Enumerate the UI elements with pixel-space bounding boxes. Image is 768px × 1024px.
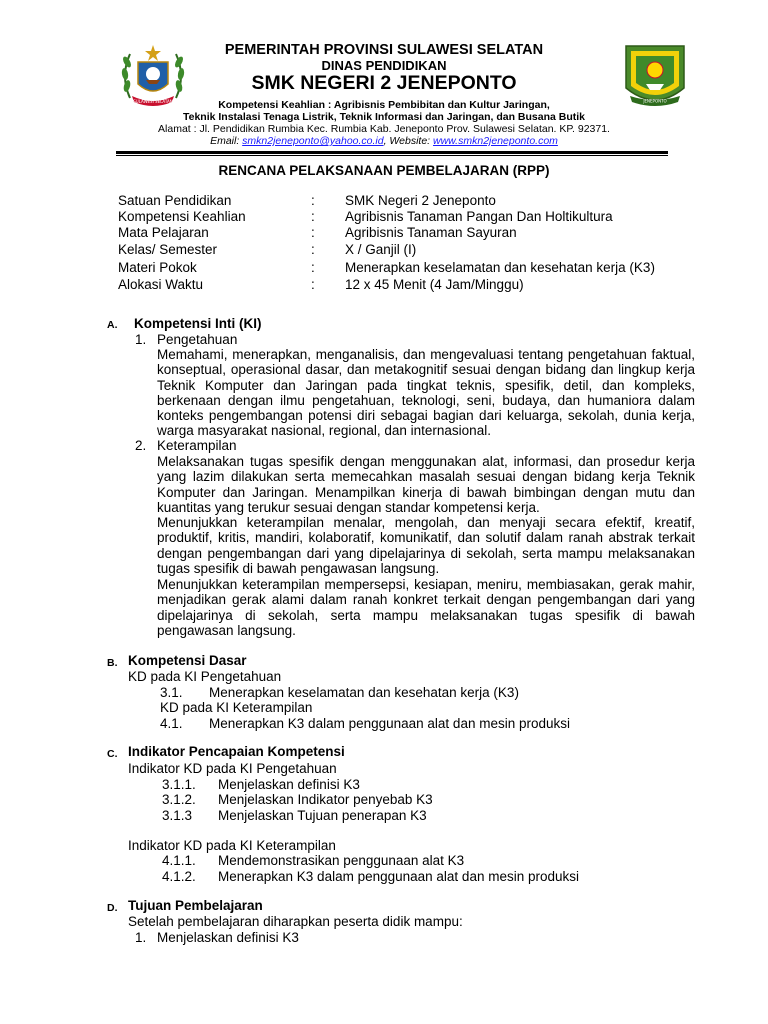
indicator-text: Mendemonstrasikan penggunaan alat K3 (218, 853, 465, 868)
identity-value: Agribisnis Tanaman Sayuran (345, 225, 517, 240)
identity-colon: : (311, 260, 315, 275)
list-item-title: Pengetahuan (157, 332, 238, 347)
document-title: RENCANA PELAKSANAAN PEMBELAJARAN (RPP) (218, 163, 550, 178)
indicator-number: 4.1.2. (162, 869, 196, 884)
identity-label: Mata Pelajaran (118, 225, 209, 240)
identity-colon: : (311, 225, 315, 240)
kd-number: 3.1. (160, 685, 183, 700)
indicator-group-label: Indikator KD pada KI Pengetahuan (128, 761, 337, 776)
government-name: PEMERINTAH PROVINSI SULAWESI SELATAN (224, 42, 544, 58)
section-title: Kompetensi Inti (KI) (134, 316, 262, 331)
kd-text: Menerapkan keselamatan dan kesehatan kerja (K3) (209, 685, 519, 700)
identity-value: 12 x 45 Menit (4 Jam/Minggu) (345, 277, 524, 292)
kd-label: KD pada KI Keterampilan (160, 700, 313, 715)
paragraph: Menunjukkan keterampilan menalar, mengolah, dan menyaji secara efektif, kreatif, produktif, kritis, mandiri, kolaboratif, komunikatif, dan solutif dalam ranah abstrak terkait dengan pengembangan dari yang dipelajarinya di sekolah, serta mampu melaksanakan tugas spesifik di bawah pengawasan langsung. (157, 515, 695, 576)
paragraph: Menunjukkan keterampilan mempersepsi, kesiapan, meniru, membiasakan, gerak mahir, menjadikan gerak alami dalam ranah konkret terkait dengan pengembangan dari yang dipelajarinya di sekolah, serta mampu melaksanakan tugas spesifik di bawah pengawasan langsung. (157, 577, 695, 638)
right-logo-ribbon-text: JENEPONTO (643, 98, 667, 104)
list-number: 1. (135, 332, 147, 347)
indicator-number: 3.1.1. (162, 777, 196, 792)
section-letter: C. (107, 748, 118, 760)
section-letter: D. (107, 902, 118, 914)
identity-colon: : (311, 277, 315, 292)
school-address: Alamat : Jl. Pendidikan Rumbia Kec. Rumbia Kab. Jeneponto Prov. Sulawesi Selatan. KP. 92371. (158, 123, 610, 135)
section-title: Kompetensi Dasar (128, 653, 247, 668)
indicator-text: Menjelaskan Indikator penyebab K3 (218, 792, 433, 807)
identity-label: Satuan Pendidikan (118, 193, 232, 208)
indicator-number: 4.1.1. (162, 853, 196, 868)
identity-colon: : (311, 193, 315, 208)
school-name: SMK NEGERI 2 JENEPONTO (251, 72, 517, 94)
competency-line-1: Kompetensi Keahlian : Agribisnis Pembibitan dan Kultur Jaringan, (218, 99, 550, 111)
header-divider-thin (116, 155, 668, 156)
competency-line-2: Teknik Instalasi Tenaga Listrik, Teknik Informasi dan Jaringan, dan Busana Butik (182, 111, 586, 123)
indicator-number: 3.1.3 (162, 808, 193, 823)
identity-colon: : (311, 209, 315, 224)
section-letter: B. (107, 657, 118, 669)
list-item-title: Keterampilan (157, 438, 237, 453)
objective-intro: Setelah pembelajaran diharapkan peserta didik mampu: (128, 914, 463, 929)
contact-line (0, 135, 768, 147)
kd-label: KD pada KI Pengetahuan (128, 669, 282, 684)
identity-colon: : (311, 242, 315, 257)
indicator-text: Menjelaskan definisi K3 (218, 777, 360, 792)
indicator-group-label: Indikator KD pada KI Keterampilan (128, 838, 336, 853)
identity-value: SMK Negeri 2 Jeneponto (345, 193, 496, 208)
indicator-text: Menjelaskan Tujuan penerapan K3 (218, 808, 427, 823)
kd-number: 4.1. (160, 716, 183, 731)
email-link[interactable]: smkn2jeneponto@yahoo.co.id (242, 135, 384, 147)
paragraph: Memahami, menerapkan, menganalisis, dan mengevaluasi tentang pengetahuan faktual, konseptual, operasional dasar, dan metakognitif sesuai dengan bidang dan lingkup kerja Teknik Komputer dan Jaringan pada tingkat teknis, spesifik, detil, dan kompleks, berkenaan dengan ilmu pengetahuan, teknologi, seni, budaya, dan humaniora dalam konteks pengembangan potensi diri sebagai bagian dari keluarga, sekolah, dunia kerja, warga masyarakat nasional, regional, dan internasional. (157, 347, 695, 439)
identity-label: Alokasi Waktu (118, 277, 204, 292)
objective-text: Menjelaskan definisi K3 (157, 930, 299, 945)
section-title: Tujuan Pembelajaran (128, 898, 263, 913)
identity-label: Kelas/ Semester (118, 242, 218, 257)
paragraph: Melaksanakan tugas spesifik dengan menggunakan alat, informasi, dan prosedur kerja yang lazim dilakukan serta memecahkan masalah sesuai dengan bidang kerja Teknik Komputer dan Jaringan. Menampilkan kinerja di bawah bimbingan dengan mutu dan kuantitas yang terukur sesuai dengan standar kompetensi kerja. (157, 454, 695, 515)
section-title: Indikator Pencapaian Kompetensi (128, 744, 345, 759)
identity-value: Agribisnis Tanaman Pangan Dan Holtikultura (345, 209, 613, 224)
website-label: , Website: (383, 135, 431, 147)
email-label: Email: (210, 135, 240, 147)
list-number: 2. (135, 438, 147, 453)
list-number: 1. (135, 930, 147, 945)
identity-label: Kompetensi Keahlian (118, 209, 246, 224)
header-divider-thick (116, 151, 668, 154)
website-link[interactable]: www.smkn2jeneponto.com (433, 135, 558, 147)
department-name: DINAS PENDIDIKAN (321, 58, 447, 73)
identity-value: X / Ganjil (I) (345, 242, 417, 257)
left-logo-ribbon-text: SULAWESI SELATAN (133, 99, 173, 104)
identity-label: Materi Pokok (118, 260, 197, 275)
indicator-text: Menerapkan K3 dalam penggunaan alat dan mesin produksi (218, 869, 579, 884)
kd-text: Menerapkan K3 dalam penggunaan alat dan mesin produksi (209, 716, 570, 731)
indicator-number: 3.1.2. (162, 792, 196, 807)
section-letter: A. (107, 319, 118, 331)
identity-value: Menerapkan keselamatan dan kesehatan kerja (K3) (345, 260, 655, 275)
